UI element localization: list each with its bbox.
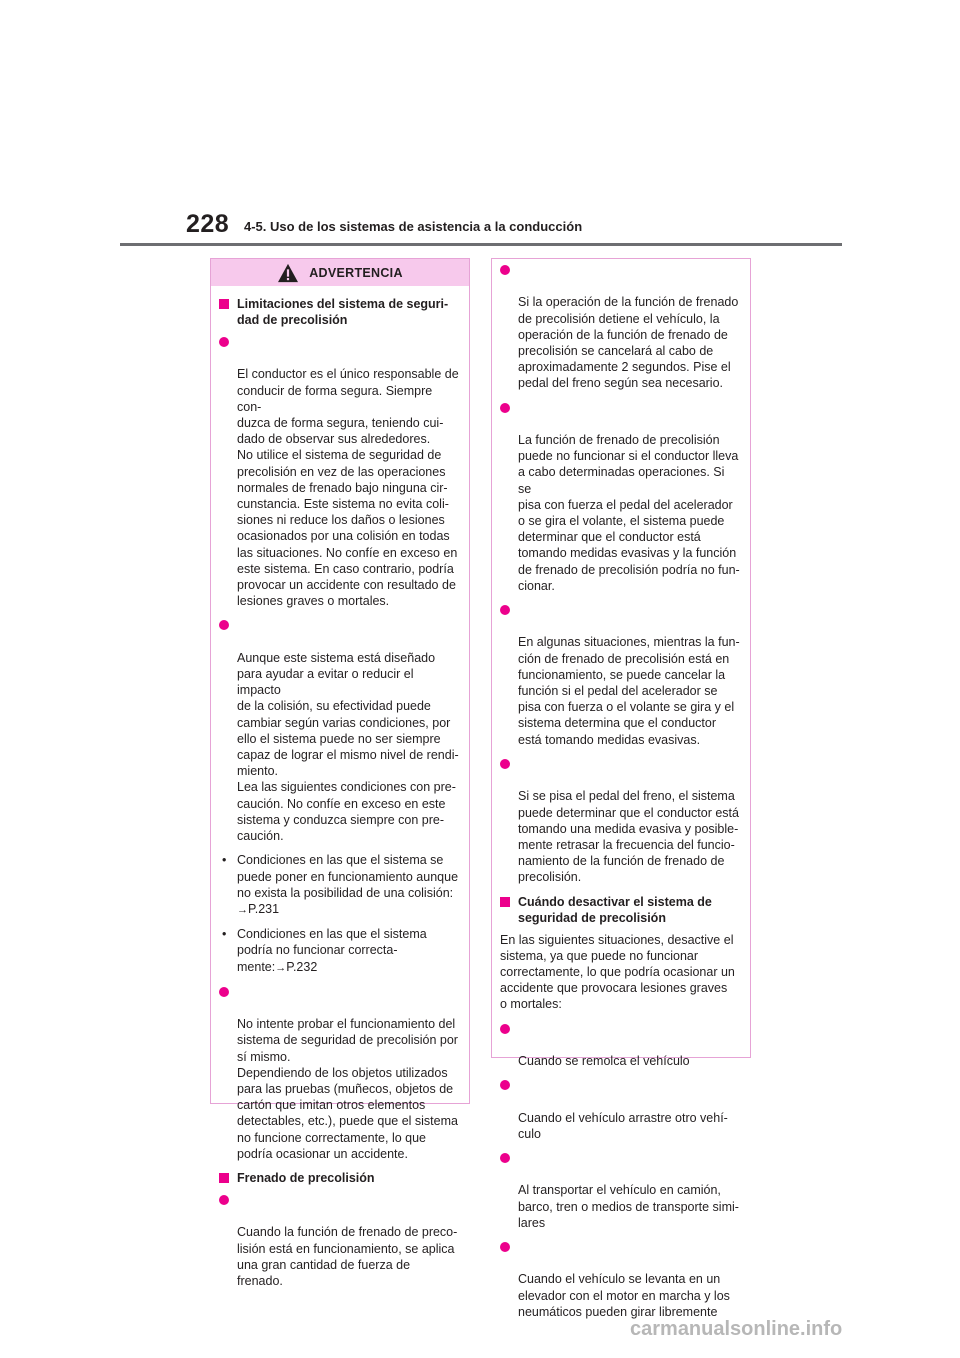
list-item-text: Al transportar el vehículo en camión, barco, tren o medios de transporte simi- lares <box>518 1183 739 1230</box>
section-heading <box>500 894 740 926</box>
list-item-text: No intente probar el funcionamiento del sistema de seguridad de precolisión por sí mismo. Dependiendo de los objetos utilizados para las pruebas (muñecos, objetos de cartón que imitan otros elementos detectables, etc.), puede que el sistema no funcione correctamente, lo que podría ocasionar un accidente. <box>237 1017 458 1161</box>
sub-list-item <box>219 926 459 976</box>
sub-item-text: Condiciones en las que el sistema podría no funcionar correcta- mente: <box>237 927 427 974</box>
list-item <box>219 334 459 609</box>
round-bullet-icon <box>500 403 510 413</box>
section-heading <box>219 1170 459 1186</box>
square-bullet-icon <box>219 1173 229 1183</box>
heading-text: Limitaciones del sistema de seguri- dad de precolisión <box>237 297 449 327</box>
page-reference-link[interactable] <box>275 960 317 974</box>
arrow-right-icon: → <box>275 961 287 974</box>
list-item <box>500 400 740 594</box>
page-reference-link[interactable] <box>237 901 459 918</box>
sub-bullet-mark: • <box>222 927 227 942</box>
heading-text: Frenado de precolisión <box>237 1170 375 1185</box>
sub-list-item <box>219 852 459 918</box>
list-item <box>500 262 740 392</box>
section-title: 4-5. Uso de los sistemas de asistencia a la conducción <box>244 219 583 234</box>
warning-triangle-icon <box>277 263 299 283</box>
page-reference: P.232 <box>286 959 318 974</box>
round-bullet-icon <box>500 605 510 615</box>
list-item <box>219 1192 459 1289</box>
paragraph: En las siguientes situaciones, desactive el sistema, ya que puede no funcionar correctamente, lo que podría ocasionar un accidente que provocara lesiones graves o mortales: <box>500 932 735 1012</box>
list-item <box>500 602 740 748</box>
square-bullet-icon <box>219 299 229 309</box>
round-bullet-icon <box>219 337 229 347</box>
round-bullet-icon <box>500 1024 510 1034</box>
round-bullet-icon <box>500 265 510 275</box>
list-item <box>219 617 459 844</box>
warning-box-right <box>491 258 751 1319</box>
warning-body-continued <box>492 259 750 1320</box>
list-item <box>500 1150 740 1231</box>
section-heading <box>219 296 459 328</box>
warning-box-left <box>210 258 470 1288</box>
watermark: carmanualsonline.info <box>630 1318 843 1340</box>
list-item-text: Cuando la función de frenado de preco- lisión está en funcionamiento, se aplica una gran cantidad de fuerza de frenado. <box>237 1225 458 1288</box>
warning-label: ADVERTENCIA <box>309 265 403 280</box>
round-bullet-icon <box>219 620 229 630</box>
list-item <box>500 1021 740 1070</box>
warning-body <box>211 286 469 1289</box>
round-bullet-icon <box>500 1153 510 1163</box>
list-item <box>500 756 740 886</box>
list-item-text: Cuando el vehículo arrastre otro vehí- culo <box>518 1110 728 1141</box>
round-bullet-icon <box>500 1242 510 1252</box>
sub-item-text: Condiciones en las que el sistema se puede poner en funcionamiento aunque no exista la posibilidad de una colisión: <box>237 853 459 900</box>
heading-text: Cuándo desactivar el sistema de seguridad de precolisión <box>518 894 712 925</box>
list-item <box>500 1239 740 1320</box>
list-item-text: El conductor es el único responsable de conducir de forma segura. Siempre con- duzca de forma segura, teniendo cui- dado de observar sus alrededores. No utilice el sistema de seguridad de precolisión en vez de las operaciones normales de frenado bajo ninguna cir- cunstancia. Este sistema no evita coli- siones ni reduce los daños o lesiones ocasionados por una colisión en todas las situaciones. No confíe en exceso en este sistema. En caso contrario, podría provocar un accidente con resultado de lesiones graves o mortales. <box>237 367 459 609</box>
list-item <box>219 984 459 1162</box>
round-bullet-icon <box>219 987 229 997</box>
round-bullet-icon <box>500 1080 510 1090</box>
list-item-text: Cuando se remolca el vehículo <box>518 1053 690 1068</box>
round-bullet-icon <box>500 759 510 769</box>
sub-bullet-mark: • <box>222 853 227 868</box>
square-bullet-icon <box>500 897 510 907</box>
list-item <box>500 1077 740 1142</box>
page-reference: P.231 <box>248 901 280 916</box>
warning-header <box>211 259 469 286</box>
arrow-right-icon: → <box>237 903 248 916</box>
page-number: 228 <box>186 210 230 238</box>
list-item-text: Si se pisa el pedal del freno, el sistema puede determinar que el conductor está tomando una medida evasiva y posible- mente retrasar la frecuencia del funcio- namiento de la función de frenado de precolisión. <box>518 789 739 885</box>
list-item-text: En algunas situaciones, mientras la fun- ción de frenado de precolisión está en funcionamiento, se puede cancelar la función si el pedal del acelerador se pisa con fuerza o el volante se gira y el sistema determina que el conductor está tomando medidas evasivas. <box>518 635 740 747</box>
list-item-text: La función de frenado de precolisión puede no funcionar si el conductor lleva a cabo determinadas operaciones. Si se pisa con fuerza el pedal del acelerador o se gira el volante, el sistema puede determinar que el conductor está tomando medidas evasivas y la función de frenado de precolisión podría no fun- cionar. <box>518 433 740 593</box>
list-item-text: Si la operación de la función de frenado de precolisión detiene el vehículo, la operación de la función de frenado de precolisión se cancelará al cabo de aproximadamente 2 segundos. Pise el pedal del freno según sea necesario. <box>518 295 739 391</box>
header-divider <box>120 243 842 246</box>
list-item-text: Cuando el vehículo se levanta en un elevador con el motor en marcha y los neumáticos pueden girar libremente <box>518 1272 730 1319</box>
round-bullet-icon <box>219 1195 229 1205</box>
list-item-text: Aunque este sistema está diseñado para ayudar a evitar o reducir el impacto de la colisión, su efectividad puede cambiar según varias condiciones, por ello el sistema puede no ser siempre capaz de lograr el mismo nivel de rendi- miento. Lea las siguientes condiciones con pre- caución. No confíe en exceso en este sistema y conduzca siempre con pre- caución. <box>237 650 459 844</box>
